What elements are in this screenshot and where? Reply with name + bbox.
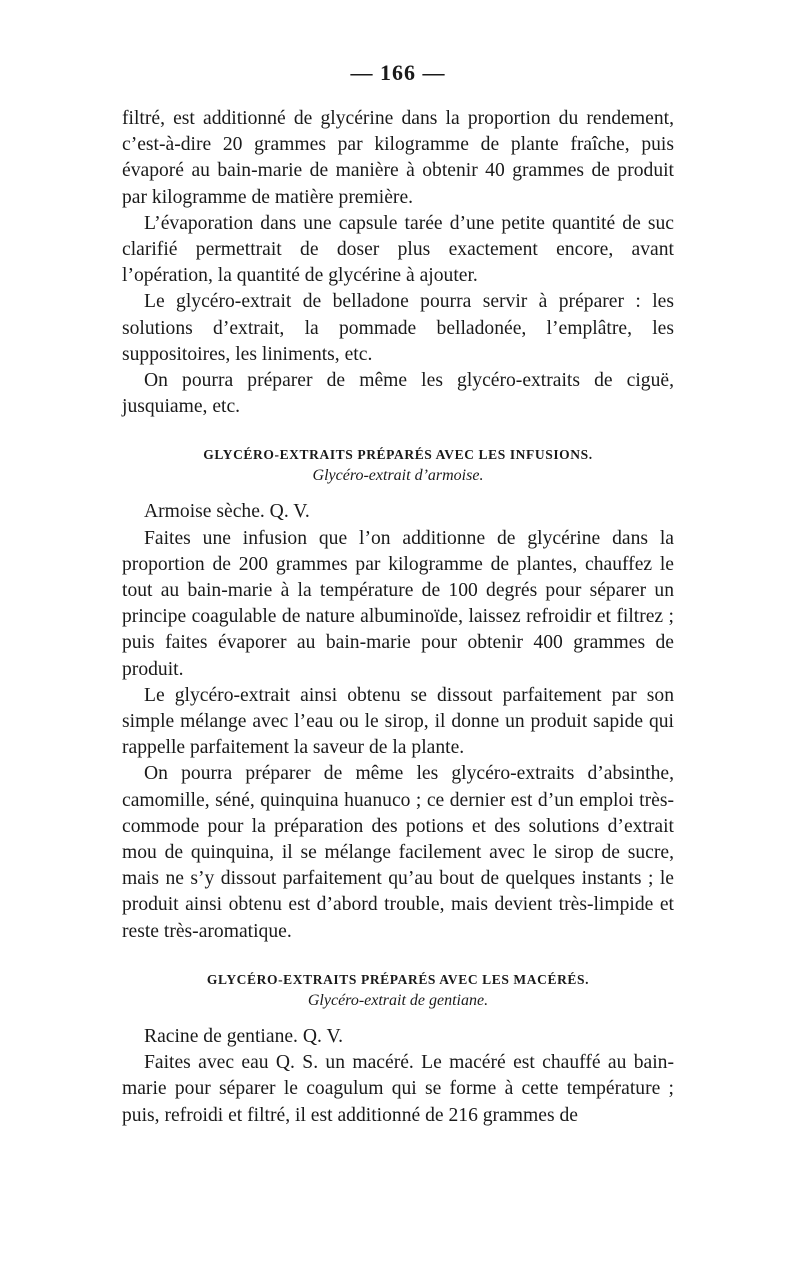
section-subtitle: Glycéro-extrait de gentiane. <box>307 991 489 1009</box>
section-title: GLYCÉRO-EXTRAITS PRÉPARÉS AVEC LES MACÉRÉS. <box>206 971 590 987</box>
paragraph: Le glycéro-extrait de belladone pourra servir à préparer : les solutions d’extrait, la pommade belladonée, l’emplâtre, les suppositoires, les liniments, etc. <box>122 291 674 365</box>
paragraph: Le glycéro-extrait ainsi obtenu se dissout parfaitement par son simple mélange avec l’eau ou le sirop, il donne un produit sapide qui rappelle parfaitement la saveur de la plante. <box>122 684 674 759</box>
paragraph: Faites une infusion que l’on additionne de glycérine dans la proportion de 200 grammes par kilogramme de plantes, chauffez le tout au bain-marie à la température de 100 degrés pour séparer un principe coagulable de nature albuminoïde, laissez refroidir et filtrez ; puis faites évaporer au bain-marie pour obtenir 400 grammes de produit. <box>122 527 674 680</box>
section-title: GLYCÉRO-EXTRAITS PRÉPARÉS AVEC LES INFUSIONS. <box>203 447 593 463</box>
section-subtitle: Glycéro-extrait d’armoise. <box>312 467 484 485</box>
paragraph: Armoise sèche. Q. V. <box>144 501 310 523</box>
page-number: — 166 — <box>350 60 446 85</box>
paragraph: On pourra préparer de même les glycéro-extraits de ciguë, jusquiame, etc. <box>122 370 674 418</box>
paragraph: filtré, est additionné de glycérine dans la proportion du rendement, c’est-à-dire 20 grammes par kilogramme de plante fraîche, puis évaporé au bain-marie de manière à obtenir 40 grammes de produit par kilogramme de matière première. <box>122 108 674 208</box>
paragraph: L’évaporation dans une capsule tarée d’une petite quantité de suc clarifié permettrait de doser plus exactement encore, avant l’opération, la quantité de glycérine à ajouter. <box>122 212 674 287</box>
paragraph: Racine de gentiane. Q. V. <box>144 1025 343 1047</box>
paragraph: On pourra préparer de même les glycéro-extraits d’absinthe, camomille, séné, quinquina huanuco ; ce dernier est d’un emploi très-commode pour la préparation des potions et des solutions d’extrait mou de quinquina, il se mélange facilement avec le sirop de sucre, mais ne s’y dissout parfaitement qu’au bout de quelques instants ; le produit ainsi obtenu est d’abord trouble, mais devient très-limpide et reste très-aromatique. <box>122 763 674 942</box>
paragraph: Faites avec eau Q. S. un macéré. Le macéré est chauffé au bain-marie pour séparer le coagulum qui se forme à cette température ; puis, refroidi et filtré, il est additionné de 216 grammes de <box>122 1052 674 1126</box>
